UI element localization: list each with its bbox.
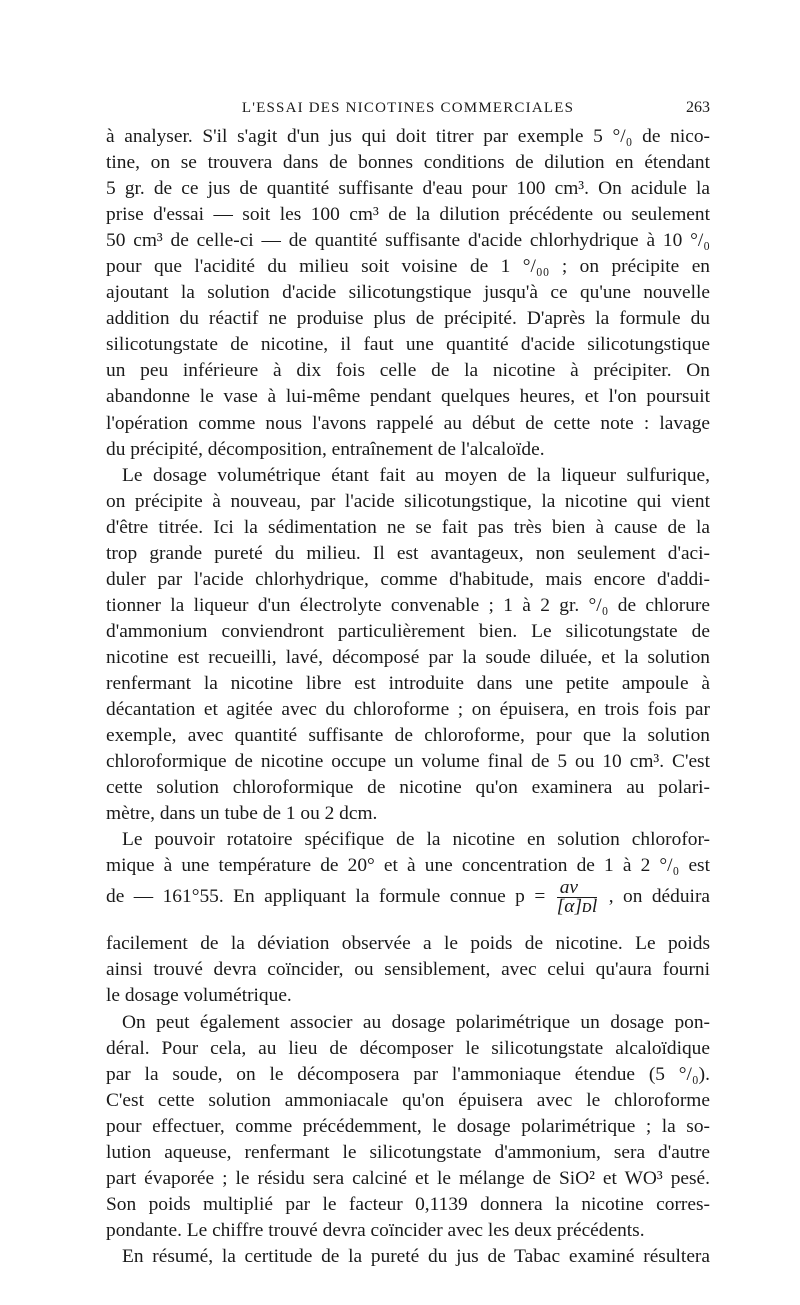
- text-line: nicotine est recueilli, lavé, décomposé par la soude diluée, et la solution: [106, 646, 710, 668]
- formula-fraction: [557, 879, 598, 916]
- text-line: pondante. Le chiffre trouvé devra coïncider avec les deux précédents.: [106, 1219, 645, 1241]
- text-line: cette solution chloroformique de nicotine qu'on examinera au polari-: [106, 777, 710, 799]
- formula-line: [106, 879, 710, 931]
- text-line: l'opération comme nous l'avons rappelé au début de cette note : lavage: [106, 412, 710, 434]
- body-text: [106, 124, 710, 1270]
- text-line: part évaporée ; le résidu sera calciné et le mélange de SiO² et WO³ pesé.: [106, 1167, 710, 1189]
- text-line: En résumé, la certitude de la pureté du jus de Tabac examiné résultera: [122, 1245, 710, 1267]
- page-number: 263: [686, 99, 710, 116]
- text-line: lution aqueuse, renfermant le silicotungstate d'ammonium, sera d'autre: [106, 1141, 710, 1163]
- text-line: mique à une température de 20° et à une concentration de 1 à 2 °/₀ est: [106, 855, 710, 877]
- text-line: C'est cette solution ammoniacale qu'on épuisera avec le chloroforme: [106, 1089, 710, 1111]
- text-line: ajoutant la solution d'acide silicotungstique jusqu'à ce qu'une nouvelle: [106, 282, 710, 304]
- text-line: d'ammonium conviendront particulièrement bien. Le silicotungstate de: [106, 620, 710, 642]
- text-line: On peut également associer au dosage polarimétrique un dosage pon-: [122, 1011, 710, 1033]
- formula-denominator: [α]ᴅl: [556, 896, 598, 918]
- text-line: 5 gr. de ce jus de quantité suffisante d'eau pour 100 cm³. On acidule la: [106, 178, 710, 200]
- text-line: à analyser. S'il s'agit d'un jus qui doit titrer par exemple 5 °/₀ de nico-: [106, 126, 710, 147]
- text-line: duler par l'acide chlorhydrique, comme d'habitude, mais encore d'addi-: [106, 568, 710, 590]
- text-line: abandonne le vase à lui-même pendant quelques heures, et l'on poursuit: [106, 386, 710, 408]
- text-line: renfermant la nicotine libre est introduite dans une petite ampoule à: [106, 672, 710, 694]
- text-line: trop grande pureté du milieu. Il est avantageux, non seulement d'aci-: [106, 542, 710, 564]
- text-line: pour effectuer, comme précédemment, le dosage polarimétrique ; la so-: [106, 1115, 710, 1137]
- text-line: d'être titrée. Ici la sédimentation ne se fait pas très bien à cause de la: [106, 516, 710, 538]
- text-line: Son poids multiplié par le facteur 0,1139 donnera la nicotine corres-: [106, 1193, 710, 1215]
- page-header: [106, 98, 710, 122]
- text-line: tine, on se trouvera dans de bonnes conditions de dilution en étendant: [106, 152, 710, 174]
- text-line: facilement de la déviation observée a le poids de nicotine. Le poids: [106, 933, 710, 955]
- text-line: 50 cm³ de celle-ci — de quantité suffisante d'acide chlorhydrique à 10 °/₀: [106, 230, 710, 252]
- text-line: un peu inférieure à dix fois celle de la nicotine à précipiter. On: [106, 360, 710, 382]
- text-line: Le pouvoir rotatoire spécifique de la nicotine en solution chlorofor-: [122, 829, 710, 851]
- text-line: mètre, dans un tube de 1 ou 2 dcm.: [106, 803, 378, 825]
- formula-text-after: , on déduira: [608, 886, 711, 908]
- text-line: silicotungstate de nicotine, il faut une quantité d'acide silicotungstique: [106, 334, 710, 356]
- text-line: tionner la liqueur d'un électrolyte convenable ; 1 à 2 gr. °/₀ de chlorure: [106, 594, 710, 616]
- text-line: déral. Pour cela, au lieu de décomposer le silicotungstate alcaloïdique: [106, 1037, 710, 1059]
- text-line: par la soude, on le décomposera par l'ammoniaque étendue (5 °/₀).: [106, 1063, 710, 1085]
- text-line: addition du réactif ne produise plus de précipité. D'après la formule du: [106, 308, 710, 330]
- text-line: le dosage volumétrique.: [106, 985, 292, 1007]
- formula-text-before: de — 161°55. En appliquant la formule connue p =: [106, 886, 546, 908]
- text-line: chloroformique de nicotine occupe un volume final de 5 ou 10 cm³. C'est: [106, 751, 710, 773]
- text-line: ainsi trouvé devra coïncider, ou sensiblement, avec celui qu'aura fourni: [106, 959, 710, 981]
- text-line: prise d'essai — soit les 100 cm³ de la dilution précédente ou seulement: [106, 204, 710, 226]
- text-line: on précipite à nouveau, par l'acide silicotungstique, la nicotine qui vient: [106, 490, 710, 512]
- formula-numerator: av: [557, 879, 598, 898]
- running-title: L'ESSAI DES NICOTINES COMMERCIALES: [241, 100, 575, 116]
- text-line: du précipité, décomposition, entraînement de l'alcaloïde.: [106, 438, 545, 460]
- text-line: Le dosage volumétrique étant fait au moyen de la liqueur sulfurique,: [122, 464, 710, 486]
- text-line: décantation et agitée avec du chloroforme ; on épuisera, en trois fois par: [106, 699, 710, 721]
- text-line: exemple, avec quantité suffisante de chloroforme, pour que la solution: [106, 725, 710, 747]
- text-line: pour que l'acidité du milieu soit voisine de 1 °/₀₀ ; on précipite en: [106, 256, 710, 278]
